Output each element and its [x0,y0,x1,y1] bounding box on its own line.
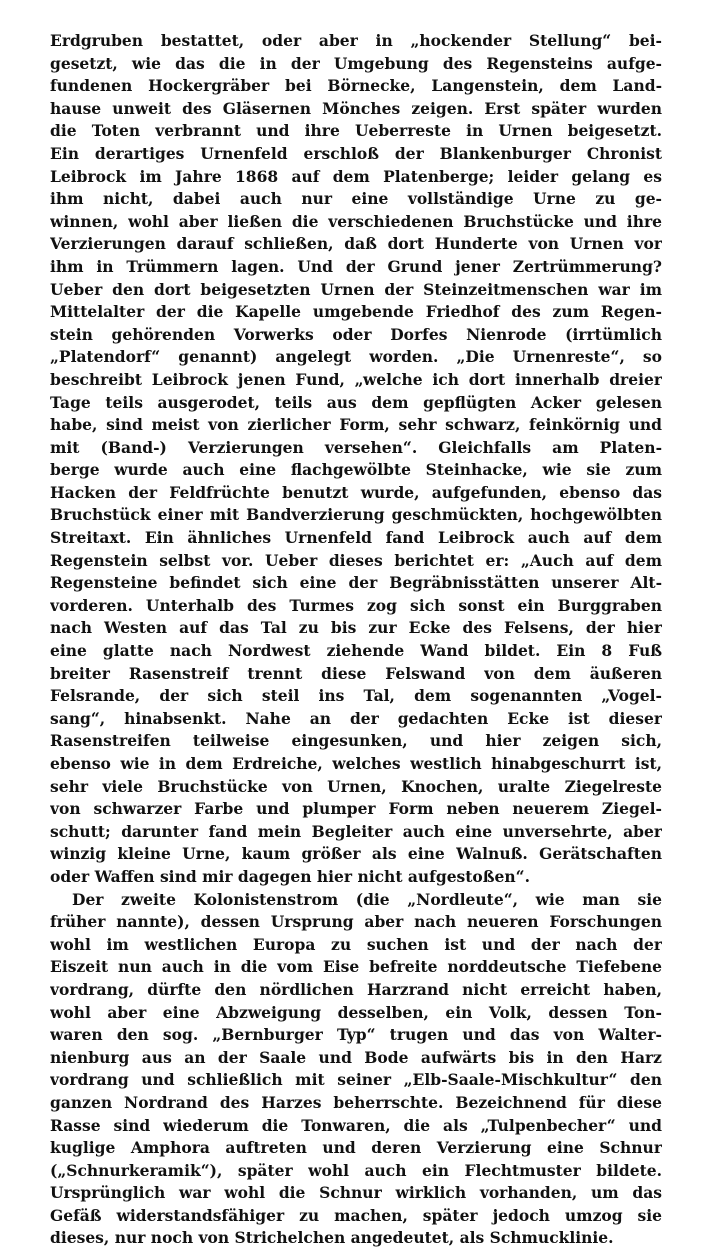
text-line: dieses, nur noch von Strichelchen angedeutet, als Schmucklinie. [50,1228,614,1248]
document-page [50,30,662,1250]
text-line: „Platendorf“ genannt) angelegt worden. „Die Urnenreste“, so [50,347,662,367]
text-line: gesetzt, wie das die in der Umgebung des Regensteins aufge- [50,53,662,73]
text-line: ebenso wie in dem Erdreiche, welches westlich hinabgeschurrt ist, [50,754,662,773]
text-line: ihm nicht, dabei auch nur eine vollständige Urne zu ge- [50,189,662,209]
text-line: mit (Band-) Verzierungen versehen“. Gleichfalls am Platen- [50,437,662,457]
text-line: Hacken der Feldfrüchte benutzt wurde, aufgefunden, ebenso das [50,482,662,502]
text-line: Verzierungen darauf schließen, daß dort Hunderte von Urnen vor [50,234,662,254]
paragraph [50,889,662,1250]
text-line: wohl im westlichen Europa zu suchen ist und der nach der [50,934,662,954]
text-line: eine glatte nach Nordwest ziehende Wand bildet. Ein 8 Fuß [50,641,662,661]
text-line: vordrang und schließlich mit seiner „Elb-Saale-Mischkultur“ den [50,1070,662,1090]
text-line: Tage teils ausgerodet, teils aus dem gepflügten Acker gelesen [50,392,662,412]
text-line: hause unweit des Gläsernen Mönches zeigen. Erst später wurden [50,98,662,118]
text-line: kuglige Amphora auftreten und deren Verzierung eine Schnur [50,1138,662,1158]
text-line: Erdgruben bestattet, oder aber in „hockender Stellung“ bei- [50,31,662,50]
text-line: vorderen. Unterhalb des Turmes zog sich sonst ein Burggraben [50,595,662,615]
text-line: Der zweite Kolonistenstrom (die „Nordleute“, wie man sie [72,889,662,909]
text-line: winnen, wohl aber ließen die verschiedenen Bruchstücke und ihre [50,211,662,231]
text-line: schutt; darunter fand mein Begleiter auch eine unversehrte, aber [50,821,662,841]
text-line: habe, sind meist von zierlicher Form, sehr schwarz, feinkörnig und [50,415,662,435]
text-line: Leibrock im Jahre 1868 auf dem Platenberge; leider gelang es [50,166,662,186]
text-line: die Toten verbrannt und ihre Ueberreste in Urnen beigesetzt. [50,121,662,141]
text-line: Regenstein selbst vor. Ueber dieses berichtet er: „Auch auf dem [50,550,662,570]
text-line: Rasse sind wiederum die Tonwaren, die als „Tulpenbecher“ und [50,1115,662,1135]
text-line: früher nannte), dessen Ursprung aber nach neueren Forschungen [50,912,662,932]
text-line: vordrang, dürfte den nördlichen Harzrand nicht erreicht haben, [50,979,662,999]
text-line: stein gehörenden Vorwerks oder Dorfes Nienrode (irrtümlich [50,324,662,344]
paragraph [50,30,662,889]
text-line: Streitaxt. Ein ähnliches Urnenfeld fand Leibrock auch auf dem [50,528,662,548]
text-line: berge wurde auch eine flachgewölbte Steinhacke, wie sie zum [50,460,662,480]
text-line: von schwarzer Farbe und plumper Form neben neuerem Ziegel- [50,799,662,819]
text-line: Rasenstreifen teilweise eingesunken, und hier zeigen sich, [50,731,662,751]
text-line: nach Westen auf das Tal zu bis zur Ecke des Felsens, der hier [50,618,662,638]
text-line: ihm in Trümmern lagen. Und der Grund jener Zertrümmerung? [50,256,662,276]
text-line: breiter Rasenstreif trennt diese Felswand von dem äußeren [50,663,662,683]
text-line: fundenen Hockergräber bei Börnecke, Langenstein, dem Land- [50,76,662,96]
text-line: winzig kleine Urne, kaum größer als eine Walnuß. Gerätschaften [50,844,662,864]
text-line: nienburg aus an der Saale und Bode aufwärts bis in den Harz [50,1047,662,1067]
text-line: oder Waffen sind mir dagegen hier nicht aufgestoßen“. [50,866,530,886]
text-line: beschreibt Leibrock jenen Fund, „welche ich dort innerhalb dreier [50,369,662,389]
text-line: ganzen Nordrand des Harzes beherrschte. Bezeichnend für diese [50,1092,662,1112]
text-line: wohl aber eine Abzweigung desselben, ein Volk, dessen Ton- [50,1002,662,1022]
text-line: Ursprünglich war wohl die Schnur wirklich vorhanden, um das [50,1183,662,1203]
text-line: Mittelalter der die Kapelle umgebende Friedhof des zum Regen- [50,302,662,322]
text-line: Ein derartiges Urnenfeld erschloß der Blankenburger Chronist [50,143,662,163]
text-line: Regensteine befindet sich eine der Begräbnisstätten unserer Alt- [50,573,662,593]
text-line: waren den sog. „Bernburger Typ“ trugen und das von Walter- [50,1025,662,1045]
text-line: Ueber den dort beigesetzten Urnen der Steinzeitmenschen war im [50,279,662,299]
text-line: sehr viele Bruchstücke von Urnen, Knochen, uralte Ziegelreste [50,776,662,796]
text-line: Gefäß widerstandsfähiger zu machen, später jedoch umzog sie [50,1205,662,1225]
text-line: Bruchstück einer mit Bandverzierung geschmückten, hochgewölbten [50,505,662,525]
text-line: sang“, hinabsenkt. Nahe an der gedachten Ecke ist dieser [50,708,662,728]
text-line: („Schnurkeramik“), später wohl auch ein Flechtmuster bildete. [50,1160,662,1180]
text-line: Eiszeit nun auch in die vom Eise befreite norddeutsche Tiefebene [50,957,662,977]
text-line: Felsrande, der sich steil ins Tal, dem sogenannten „Vogel- [50,686,662,706]
